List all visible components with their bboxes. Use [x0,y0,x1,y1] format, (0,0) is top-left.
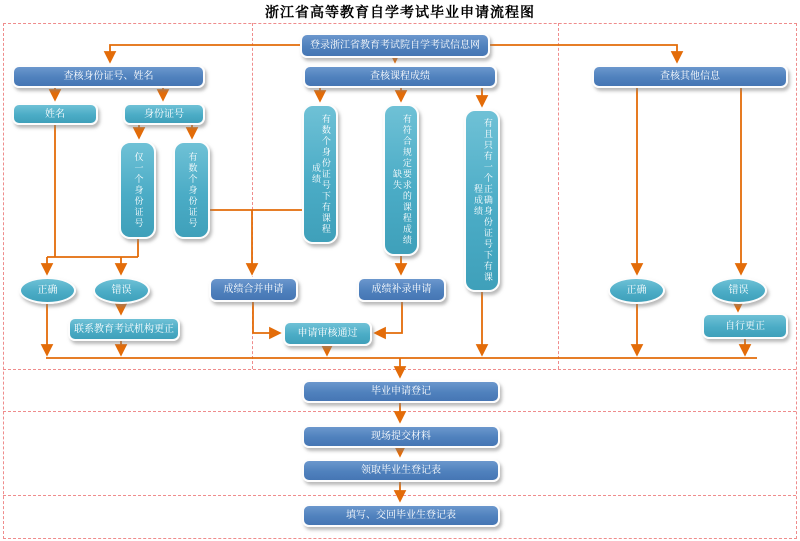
flow-node-id-number: 身份证号 [123,103,205,125]
flow-node-grad-register: 毕业申请登记 [302,380,500,403]
lane-divider [3,411,796,412]
flow-node-several-ids: 有数个身份证号 [173,141,210,239]
flow-node-receive-form: 领取毕业生登记表 [302,459,500,482]
flow-node-check-scores: 查核课程成绩 [303,65,497,88]
flow-node-left-wrong: 错误 [93,277,150,304]
flow-node-submit-materials: 现场提交材料 [302,425,500,448]
flow-node-scores-under-several-ids: 有数个身份证号下有课程成绩 [302,104,338,244]
flow-node-self-correct: 自行更正 [702,313,788,339]
flow-node-left-correct: 正确 [19,277,76,304]
flow-node-name: 姓名 [12,103,98,125]
flow-node-review-passed: 申请审核通过 [283,321,372,346]
flow-node-right-correct: 正确 [608,277,665,304]
flow-node-merge-apply: 成绩合并申请 [209,277,298,302]
flow-node-check-other: 查核其他信息 [592,65,788,88]
flow-node-check-id: 查核身份证号、姓名 [12,65,205,88]
page-title: 浙江省高等教育自学考试毕业申请流程图 [265,4,535,20]
flow-node-one-correct-id-with-scores: 有且只有一个正确身份证号下有课程成绩 [464,109,500,292]
lane-divider [558,23,559,369]
flow-node-supplement-apply: 成绩补录申请 [357,277,446,302]
flow-node-right-wrong: 错误 [710,277,767,304]
flow-node-only-one-id: 仅一个身份证号 [119,141,156,239]
lane-divider [3,369,796,370]
flow-node-login: 登录浙江省教育考试院自学考试信息网 [300,33,490,58]
flow-node-required-scores-missing: 有符合规定要求的课程成绩缺失 [383,104,419,256]
flow-node-contact-correct: 联系教育考试机构更正 [68,317,180,341]
flow-node-fill-return-form: 填写、交回毕业生登记表 [302,504,500,527]
lane-divider [3,495,796,496]
lane-divider [252,23,253,369]
